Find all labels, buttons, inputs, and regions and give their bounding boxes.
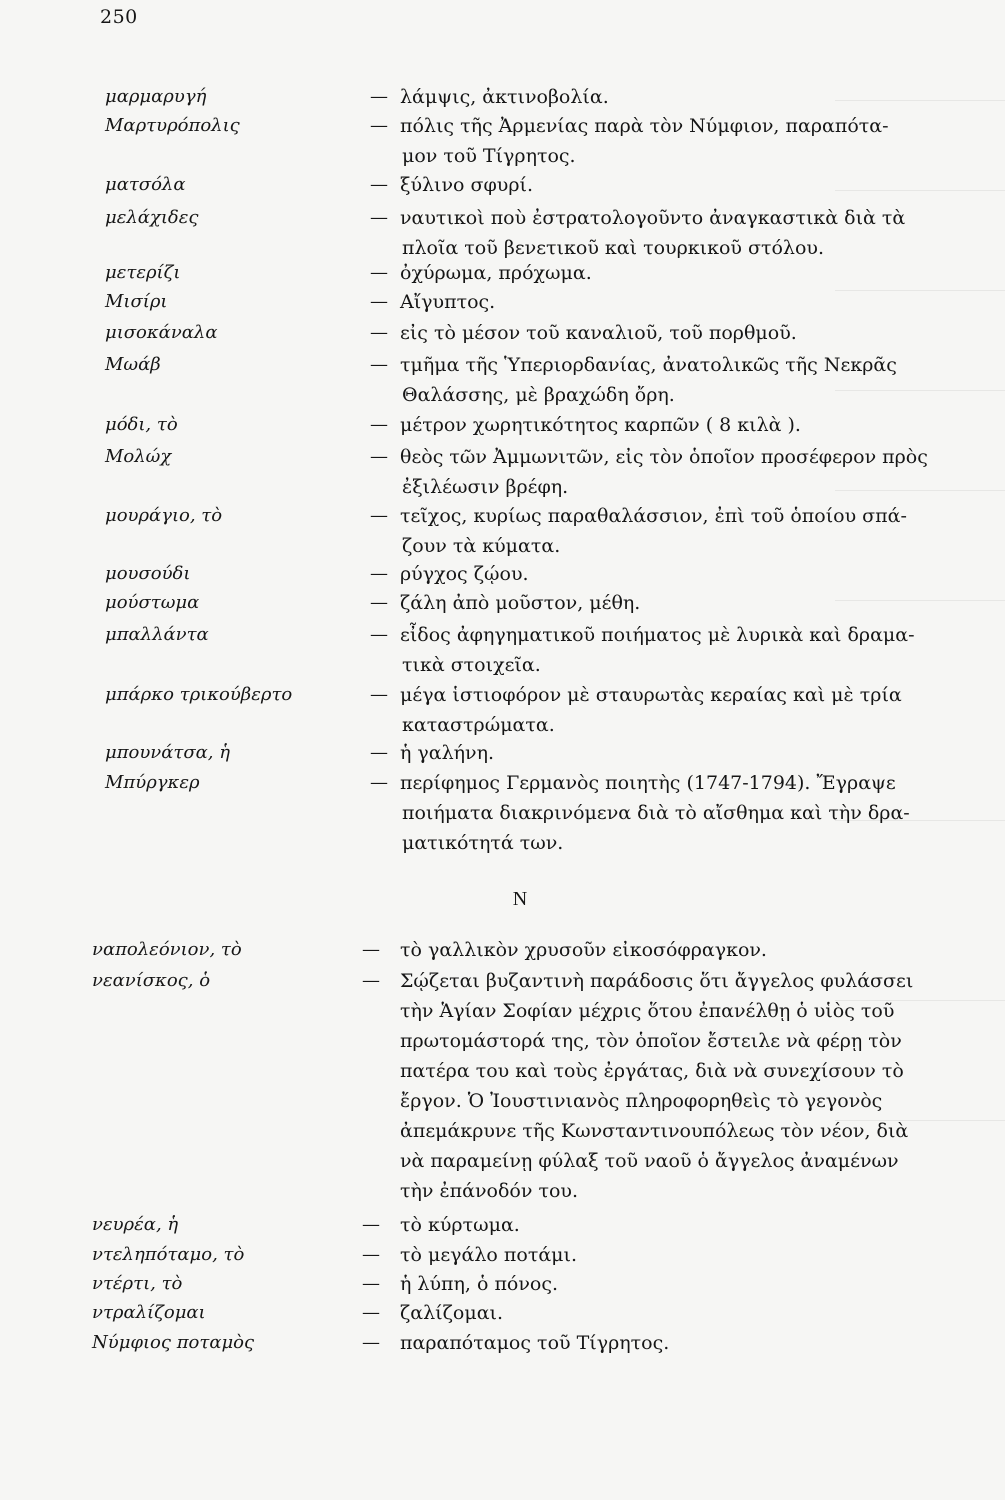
entry-term: νευρέα, ἡ: [92, 1214, 179, 1235]
show-through-line: [835, 1120, 1005, 1121]
entry-definition: εἰς τὸ μέσον τοῦ καναλιοῦ, τοῦ πορθμοῦ.: [400, 322, 797, 344]
entry-definition: θεὸς τῶν Ἀμμωνιτῶν, εἰς τὸν ὁποῖον προσέφερον πρὸς: [400, 446, 928, 468]
show-through-line: [835, 600, 1005, 601]
entry-term: μισοκάναλα: [105, 322, 218, 343]
entry-term: μετερίζι: [105, 262, 181, 283]
entry-definition-line: ἀπεμάκρυνε τῆς Κωνσταντινουπόλεως τὸν νέον, διὰ: [400, 1120, 909, 1142]
show-through-line: [835, 390, 1005, 391]
entry-definition-line: Σῴζεται βυζαντινὴ παράδοσις ὅτι ἄγγελος φυλάσσει: [400, 970, 914, 992]
entry-definition-continued: ἐξιλέωσιν βρέφη.: [402, 476, 569, 498]
entry-term: μελάχιδες: [105, 207, 199, 228]
entry-term: μόδι, τὸ: [105, 414, 178, 435]
entry-definition: ἡ γαλήνη.: [400, 742, 495, 764]
entry-definition-continued: ποιήματα διακρινόμενα διὰ τὸ αἴσθημα καὶ τὴν δρα-: [402, 802, 910, 824]
entry-definition: τὸ κύρτωμα.: [400, 1214, 520, 1236]
entry-term: Μωάβ: [105, 354, 161, 375]
entry-term: μουράγιο, τὸ: [105, 505, 223, 526]
entry-term: ματσόλα: [105, 174, 186, 195]
entry-definition: ἡ λύπη, ὁ πόνος.: [400, 1273, 559, 1295]
entry-term: Νύμφιος ποταμὸς: [92, 1332, 255, 1353]
entry-definition-continued: ματικότητά των.: [402, 832, 564, 854]
entry-definition: Αἴγυπτος.: [400, 291, 496, 313]
entry-dash: —: [370, 624, 388, 645]
page-number: 250: [100, 6, 138, 28]
entry-definition: μέγα ἱστιοφόρον μὲ σταυρωτὰς κεραίας καὶ μὲ τρία: [400, 684, 902, 706]
entry-term: ντεληπόταμο, τὸ: [92, 1244, 245, 1265]
entry-definition-line: τὴν ἐπάνοδόν του.: [400, 1180, 578, 1202]
entry-dash: —: [370, 115, 388, 136]
entry-dash: —: [362, 1244, 380, 1265]
entry-term: ντέρτι, τὸ: [92, 1273, 183, 1294]
entry-dash: —: [370, 262, 388, 283]
entry-term: Μπύργκερ: [105, 772, 200, 793]
entry-term: μπουνάτσα, ἡ: [105, 742, 231, 763]
entry-definition: τμῆμα τῆς Ὑπεριορδανίας, ἀνατολικῶς τῆς Νεκρᾶς: [400, 354, 897, 376]
entry-definition: παραπόταμος τοῦ Τίγρητος.: [400, 1332, 670, 1354]
entry-definition: λάμψις, ἀκτινοβολία.: [400, 86, 609, 108]
entry-term: μαρμαρυγή: [105, 86, 207, 107]
entry-definition: περίφημος Γερμανὸς ποιητὴς (1747-1794). Ἔγραψε: [400, 772, 896, 794]
entry-dash: —: [370, 446, 388, 467]
entry-definition: ξύλινο σφυρί.: [400, 174, 534, 196]
show-through-line: [835, 820, 1005, 821]
entry-term: Μολώχ: [105, 446, 172, 467]
entry-definition-line: τὴν Ἁγίαν Σοφίαν μέχρις ὅτου ἐπανέλθῃ ὁ υἱὸς τοῦ: [400, 1000, 895, 1022]
entry-dash: —: [370, 322, 388, 343]
entry-definition-line: πατέρα του καὶ τοὺς ἐργάτας, διὰ νὰ συνεχίσουν τὸ: [400, 1060, 904, 1082]
entry-term: ναπολεόνιον, τὸ: [92, 939, 242, 960]
entry-dash: —: [370, 354, 388, 375]
entry-term: Μαρτυρόπολις: [105, 115, 240, 136]
entry-term: μπαλλάντα: [105, 624, 209, 645]
entry-definition: ρύγχος ζῴου.: [400, 563, 529, 585]
entry-dash: —: [362, 1214, 380, 1235]
entry-definition-line: νὰ παραμείνῃ φύλαξ τοῦ ναοῦ ὁ ἄγγελος ἀναμένων: [400, 1150, 899, 1172]
entry-dash: —: [362, 939, 380, 960]
entry-term: μούστωμα: [105, 592, 200, 613]
show-through-line: [835, 490, 1005, 491]
entry-dash: —: [370, 505, 388, 526]
entry-definition-continued: καταστρώματα.: [402, 714, 555, 736]
entry-term: μουσούδι: [105, 563, 191, 584]
entry-dash: —: [370, 684, 388, 705]
entry-definition: ναυτικοὶ ποὺ ἐστρατολογοῦντο ἀναγκαστικὰ διὰ τὰ: [400, 207, 906, 229]
entry-dash: —: [370, 174, 388, 195]
entry-definition-continued: Θαλάσσης, μὲ βραχώδη ὄρη.: [402, 384, 675, 406]
entry-definition: ὀχύρωμα, πρόχωμα.: [400, 262, 592, 284]
entry-term: μπάρκο τρικούβερτο: [105, 684, 293, 705]
entry-dash: —: [370, 207, 388, 228]
entry-term: ντραλίζομαι: [92, 1302, 206, 1323]
entry-definition: ζαλίζομαι.: [400, 1302, 504, 1324]
show-through-line: [835, 100, 1005, 101]
entry-definition: μέτρον χωρητικότητος καρπῶν ( 8 κιλὰ ).: [400, 414, 801, 436]
entry-definition: πόλις τῆς Ἀρμενίας παρὰ τὸν Νύμφιον, παραπότα-: [400, 115, 889, 137]
show-through-line: [835, 1000, 1005, 1001]
entry-dash: —: [370, 772, 388, 793]
entry-dash: —: [370, 86, 388, 107]
entry-definition-continued: ζουν τὰ κύματα.: [402, 535, 561, 557]
entry-dash: —: [362, 1332, 380, 1353]
entry-dash: —: [370, 742, 388, 763]
entry-definition-line: ἔργον. Ὁ Ἰουστινιανὸς πληροφορηθεὶς τὸ γεγονὸς: [400, 1090, 883, 1112]
entry-dash: —: [370, 563, 388, 584]
entry-definition-continued: μον τοῦ Τίγρητος.: [402, 145, 576, 167]
entry-definition-continued: τικὰ στοιχεῖα.: [402, 654, 541, 676]
entry-term: νεανίσκος, ὁ: [92, 970, 211, 991]
entry-definition-line: πρωτομάστορά της, τὸν ὁποῖον ἔστειλε νὰ φέρῃ τὸν: [400, 1030, 902, 1052]
entry-dash: —: [370, 414, 388, 435]
entry-dash: —: [362, 1273, 380, 1294]
entry-definition: τεῖχος, κυρίως παραθαλάσσιον, ἐπὶ τοῦ ὁποίου σπά-: [400, 505, 907, 527]
entry-definition-continued: πλοῖα τοῦ βενετικοῦ καὶ τουρκικοῦ στόλου.: [402, 237, 824, 259]
entry-definition: τὸ γαλλικὸν χρυσοῦν εἰκοσόφραγκον.: [400, 939, 767, 961]
entry-dash: —: [370, 592, 388, 613]
entry-term: Μισίρι: [105, 291, 168, 312]
entry-dash: —: [370, 291, 388, 312]
entry-definition: ζάλη ἀπὸ μοῦστον, μέθη.: [400, 592, 641, 614]
entry-definition: τὸ μεγάλο ποτάμι.: [400, 1244, 577, 1266]
show-through-line: [835, 290, 1005, 291]
section-letter: Ν: [512, 888, 528, 910]
entry-dash: —: [362, 970, 380, 991]
show-through-line: [835, 190, 1005, 191]
entry-definition: εἶδος ἀφηγηματικοῦ ποιήματος μὲ λυρικὰ καὶ δραμα-: [400, 624, 915, 646]
entry-dash: —: [362, 1302, 380, 1323]
